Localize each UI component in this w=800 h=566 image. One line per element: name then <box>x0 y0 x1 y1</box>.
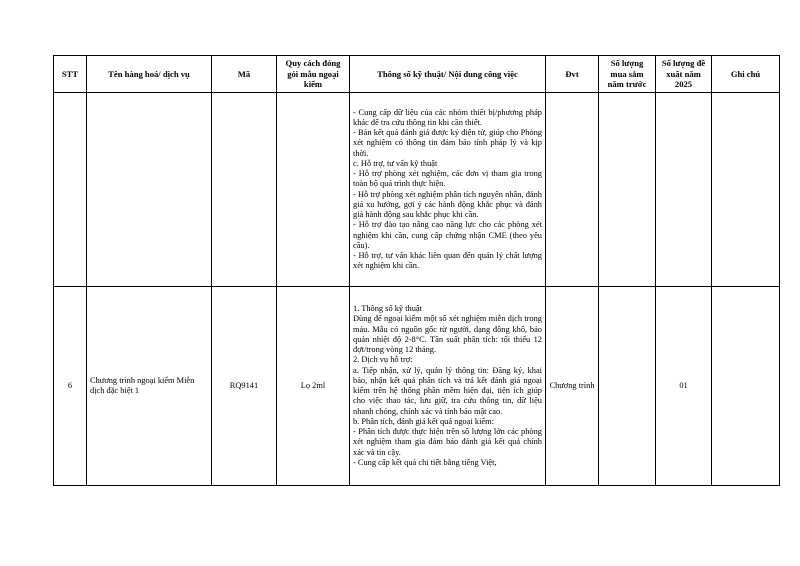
cell-unit <box>546 93 599 287</box>
spec-line: - Hỗ trợ phòng xét nghiệm, các đơn vị tham gia trong toàn bộ quá trình thực hiện. <box>353 169 542 189</box>
table-row <box>54 287 780 486</box>
specification-table <box>53 55 780 486</box>
header-packing: Quy cách đóng gói mẫu ngoại kiểm <box>277 56 350 93</box>
header-name: Tên hàng hoá/ dịch vụ <box>87 56 212 93</box>
cell-qty-2025 <box>656 93 712 287</box>
cell-qty-2025: 01 <box>656 287 712 486</box>
header-qty-prev: Số lượng mua sắm năm trước <box>599 56 656 93</box>
table-header-row <box>54 56 780 93</box>
cell-stt: 6 <box>54 287 87 486</box>
header-qty-2025: Số lượng đề xuất năm 2025 <box>656 56 712 93</box>
cell-spec <box>350 93 546 287</box>
cell-qty-prev <box>599 287 656 486</box>
spec-line: c. Hỗ trợ, tư vấn kỹ thuật <box>353 158 438 168</box>
cell-packing <box>277 93 350 287</box>
spec-line: - Hỗ trợ đào tạo nâng cao năng lực cho các phòng xét nghiệm khi cần, cung cấp chứng nhận CME (theo yêu cầu). <box>353 220 542 250</box>
cell-note <box>712 287 780 486</box>
spec-line: Dùng để ngoại kiểm một số xét nghiệm miễn dịch trong máu. Mẫu có nguồn gốc từ người, dạng đông khô, bảo quản nhiệt độ 2-8°C. Tần suất phân tích: tối thiểu 12 đợt/trong vòng 12 tháng. <box>353 314 542 354</box>
cell-qty-prev <box>599 93 656 287</box>
table-row <box>54 93 780 287</box>
spec-line: b. Phân tích, đánh giá kết quả ngoại kiểm: <box>353 416 494 426</box>
spec-line: - Cung cấp kết quả chi tiết bằng tiếng Việt, <box>353 457 497 467</box>
header-spec: Thông số kỹ thuật/ Nội dung công việc <box>350 56 546 93</box>
cell-name: Chương trình ngoại kiểm Miễn dịch đặc biệt 1 <box>87 287 212 486</box>
cell-name <box>87 93 212 287</box>
spec-line: - Hỗ trợ phòng xét nghiệm phân tích nguyên nhân, đánh giá xu hướng, gợi ý các hành động khắc phục và đánh giá hành động sau khắc phục khi cần. <box>353 189 542 219</box>
header-code: Mã <box>212 56 277 93</box>
spec-line: - Phân tích được thực hiện trên số lượng lớn các phòng xét nghiệm tham gia đảm bảo đánh giá kết quả chính xác và tin cậy. <box>353 427 542 457</box>
header-note: Ghi chú <box>712 56 780 93</box>
cell-stt <box>54 93 87 287</box>
cell-code <box>212 93 277 287</box>
spec-line: a. Tiếp nhận, xử lý, quản lý thông tin: Đăng ký, khai báo, nhận kết quả phân tích và trả kết đánh giá ngoại kiểm trên hệ thống phần mềm hiện đại, tiện ích giúp cho việc thao tác, lưu giữ, tra cứu thông tin, dữ liệu nhanh chóng, chính xác và tính bảo mật cao. <box>353 365 542 416</box>
spec-line: - Bản kết quả đánh giá được ký điện tử, giúp cho Phòng xét nghiệm có thông tin đảm bảo tính pháp lý và kịp thời. <box>353 128 542 158</box>
cell-spec <box>350 287 546 486</box>
cell-note <box>712 93 780 287</box>
spec-line: 2. Dịch vụ hỗ trợ: <box>353 355 413 365</box>
cell-code: RQ9141 <box>212 287 277 486</box>
header-unit: Đvt <box>546 56 599 93</box>
cell-packing: Lọ 2ml <box>277 287 350 486</box>
spec-line: - Cung cấp dữ liệu của các nhóm thiết bị/phương pháp khác để tra cứu thông tin khi cần thiết. <box>353 107 542 127</box>
header-stt: STT <box>54 56 87 93</box>
cell-unit: Chương trình <box>546 287 599 486</box>
spec-line: - Hỗ trợ, tư vấn khác liên quan đến quản lý chất lượng xét nghiệm khi cần. <box>353 251 542 271</box>
spec-line: 1. Thông số kỹ thuật <box>353 304 422 313</box>
